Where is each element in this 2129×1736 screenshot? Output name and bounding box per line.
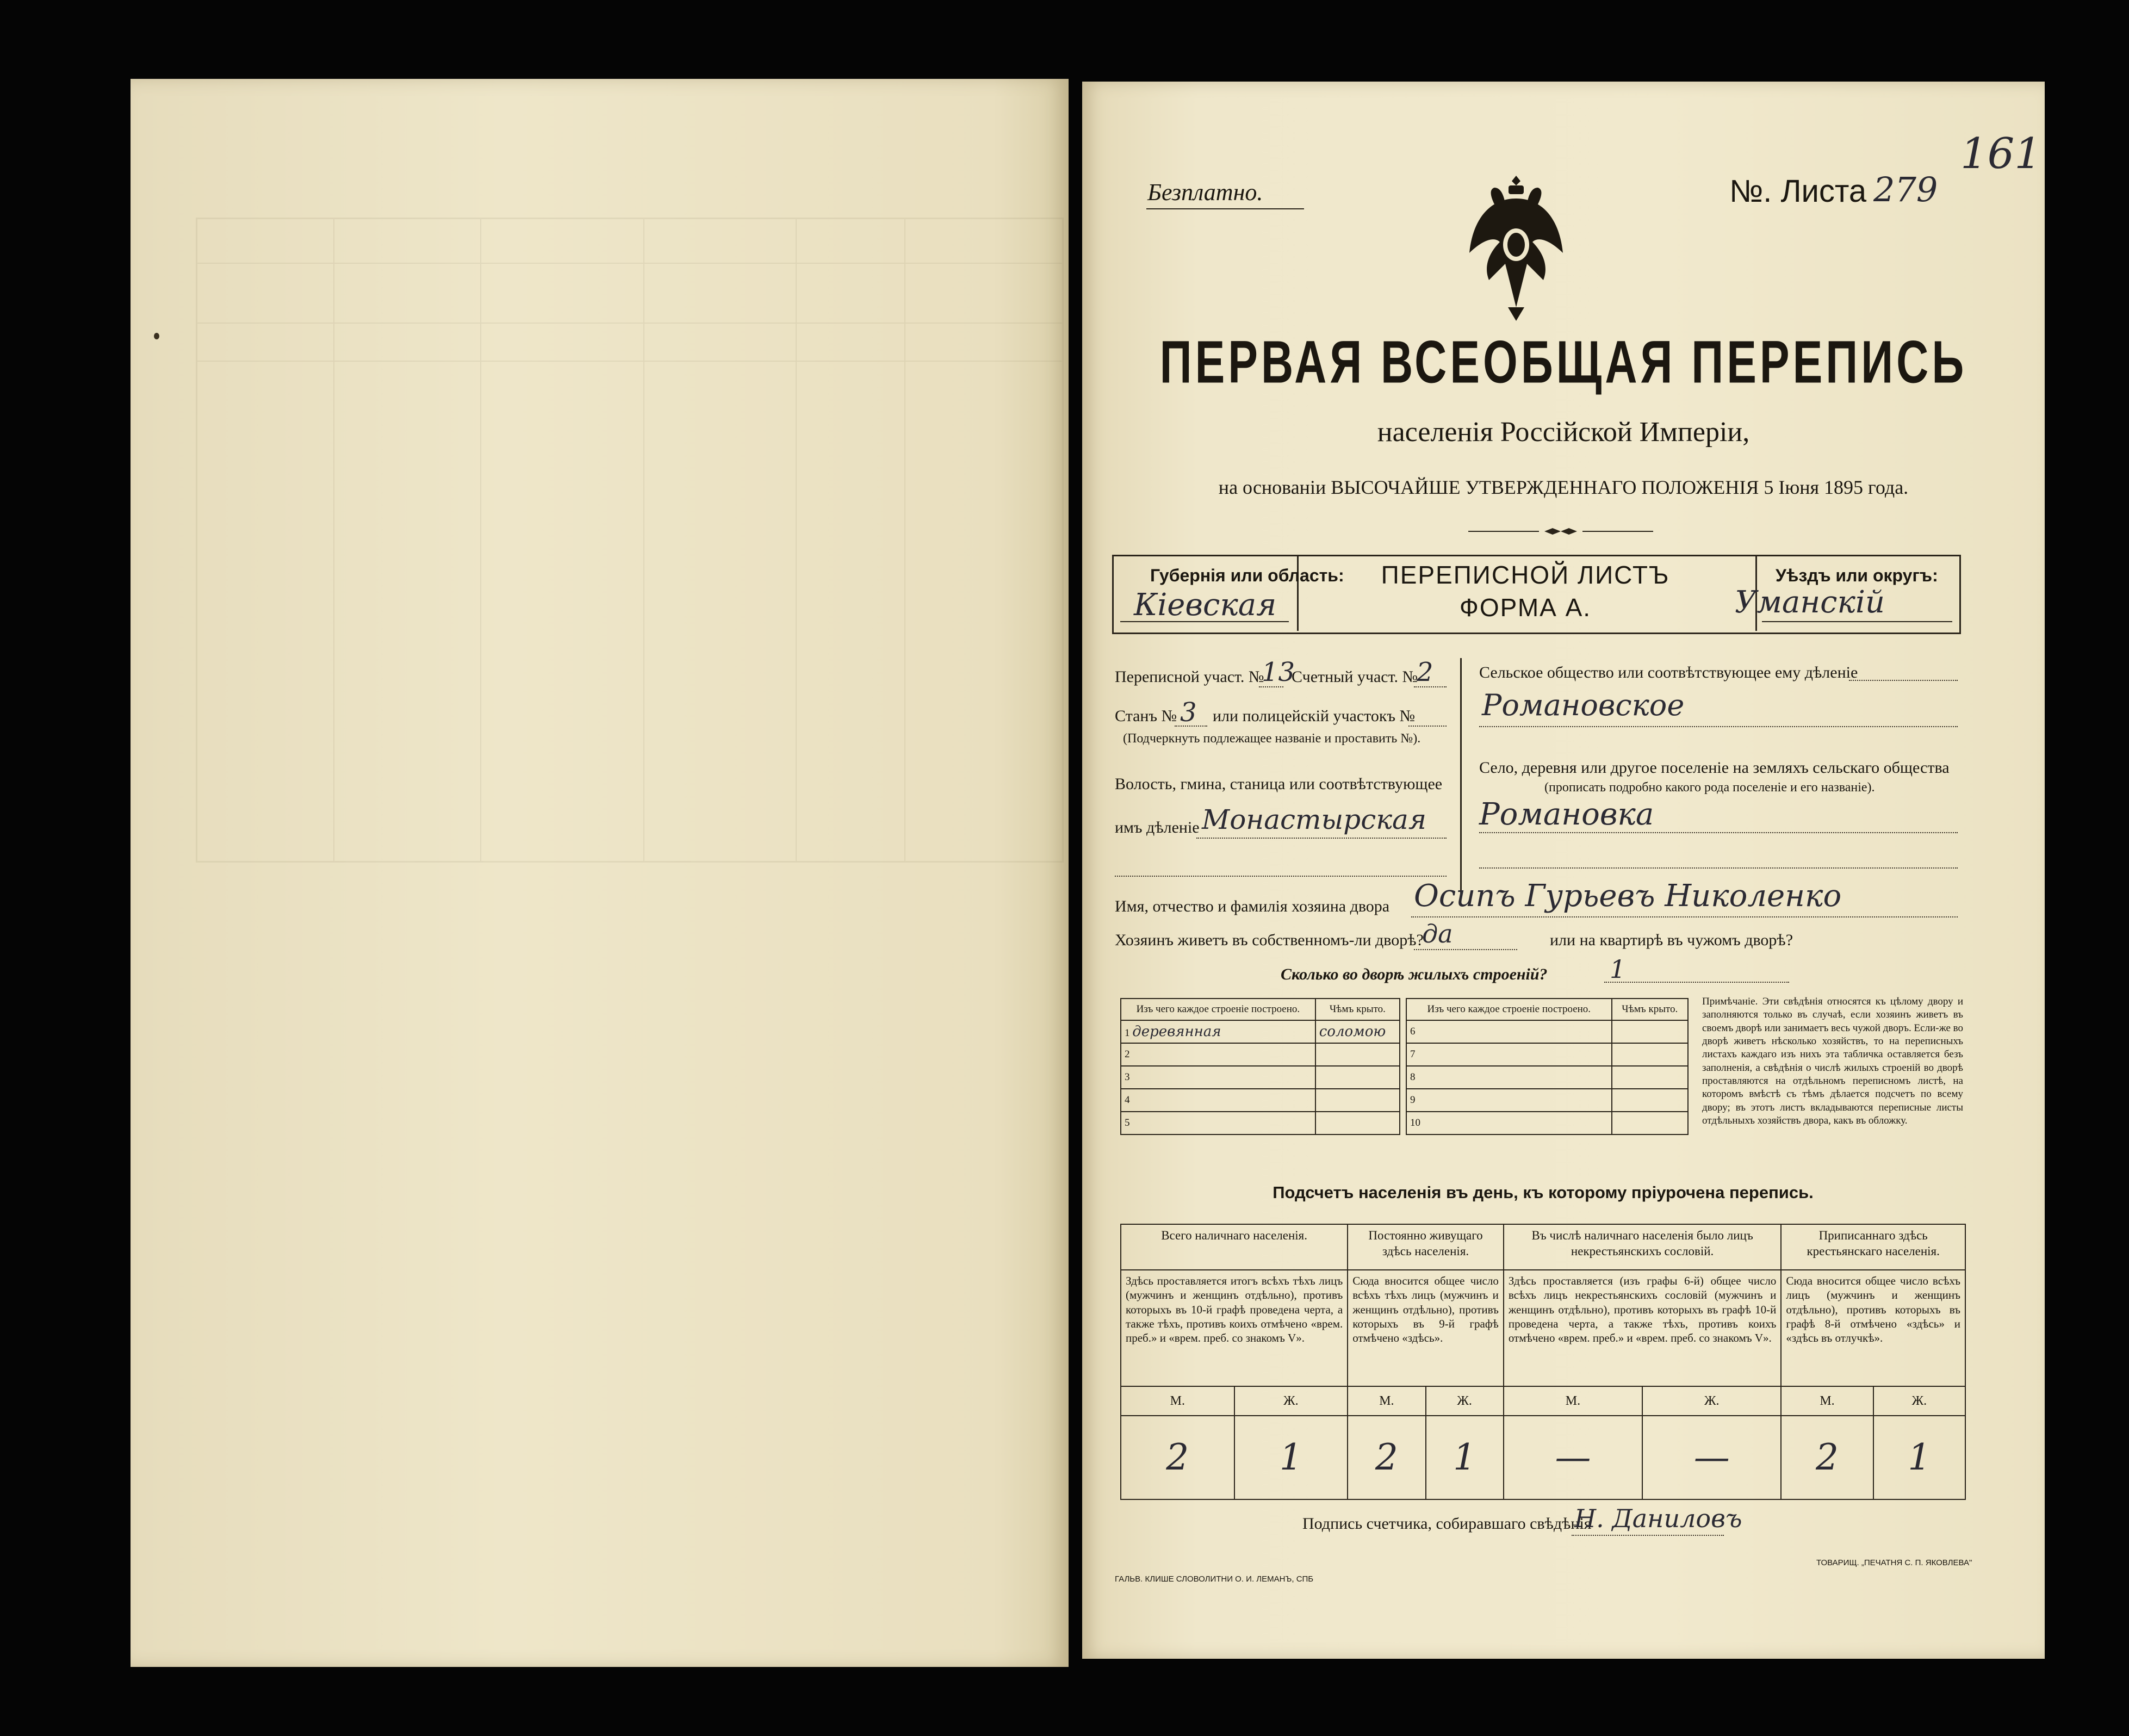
count-heading: Подсчетъ населенія въ день, къ которому пріурочена перепись. xyxy=(1273,1183,1814,1202)
building-roof: соломою xyxy=(1315,1020,1400,1043)
society-label: Сельское общество или соотвѣтствующее ему дѣленіе xyxy=(1479,664,1858,681)
stan-label: Станъ № xyxy=(1115,707,1177,725)
male-count: 2 xyxy=(1121,1416,1234,1499)
form-title: ПЕРВАЯ ВСЕОБЩАЯ ПЕРЕПИСЬ xyxy=(1159,328,1967,396)
male-header: М. xyxy=(1121,1386,1234,1416)
gubernia-label: Губернія или область: xyxy=(1150,566,1344,585)
free-underline xyxy=(1146,208,1304,209)
village-note: (прописать подробно какого рода поселеніе и его названіе). xyxy=(1544,780,1875,795)
owner-value: Осипъ Гурьевъ Николенко xyxy=(1414,878,1842,914)
building-row xyxy=(1121,1020,1315,1043)
building-row: 10 xyxy=(1406,1112,1612,1134)
building-roof xyxy=(1612,1020,1688,1043)
underline-note: (Подчеркнуть подлежащее названіе и проставить №). xyxy=(1123,731,1421,746)
police-district-label: или полицейскій участокъ № xyxy=(1213,707,1416,725)
row-number: 1 xyxy=(1125,1027,1130,1039)
population-count-table xyxy=(1120,1224,1966,1500)
signature-value: Н. Даниловъ xyxy=(1574,1504,1742,1533)
female-count: — xyxy=(1642,1416,1781,1499)
building-roof xyxy=(1315,1089,1400,1112)
society-value: Романовское xyxy=(1482,688,1685,722)
building-roof xyxy=(1612,1066,1688,1089)
sheet-number-value: 279 xyxy=(1873,170,1938,209)
male-header: М. xyxy=(1781,1386,1873,1416)
rented-label: или на квартирѣ въ чужомъ дворѣ? xyxy=(1550,931,1793,949)
counting-district-label: Счетный участ. № xyxy=(1292,668,1418,686)
printer-right: ТОВАРИЩ. „ПЕЧАТНЯ С. П. ЯКОВЛЕВА" xyxy=(1816,1558,1972,1567)
volost-value: Монастырская xyxy=(1202,804,1426,835)
count-col-title: Въ числѣ наличнаго населенія было лицъ некрестьянскихъ сословій. xyxy=(1504,1224,1782,1270)
female-header: Ж. xyxy=(1873,1386,1965,1416)
male-header: М. xyxy=(1504,1386,1642,1416)
buildings-table-right xyxy=(1406,998,1689,1135)
buildings-question: Сколько во дворѣ жилыхъ строеній? xyxy=(1281,965,1548,983)
male-count: 2 xyxy=(1781,1416,1873,1499)
building-row: 7 xyxy=(1406,1043,1612,1066)
society-line-2 xyxy=(1479,726,1958,727)
sheet-form: ФОРМА А. xyxy=(1459,593,1592,622)
building-row: 3 xyxy=(1121,1066,1315,1089)
stan-value: 3 xyxy=(1180,697,1197,728)
village-line-2 xyxy=(1479,867,1958,869)
female-header: Ж. xyxy=(1426,1386,1504,1416)
sheet-number-label: №. Листа xyxy=(1729,173,1867,209)
punch-hole xyxy=(154,333,159,339)
count-col-description: Сюда вносится общее число всѣхъ тѣхъ лицъ (мужчинъ и женщинъ отдѣльно), противъ которыхъ въ 9-й графѣ отмѣчено «здѣсь». xyxy=(1348,1270,1504,1386)
ornament-divider xyxy=(1468,528,1653,535)
volost-label-line1: Волость, гмина, станица или соотвѣтствующее xyxy=(1115,775,1443,793)
village-value: Романовка xyxy=(1479,797,1654,832)
fields-divider xyxy=(1460,658,1462,897)
uezd-label: Уѣздъ или округъ: xyxy=(1776,566,1938,585)
building-row: 9 xyxy=(1406,1089,1612,1112)
counting-district-value: 2 xyxy=(1417,657,1433,687)
building-roof xyxy=(1612,1112,1688,1134)
owner-label: Имя, отчество и фамилія хозяина двора xyxy=(1115,897,1390,915)
female-count: 1 xyxy=(1873,1416,1965,1499)
buildings-count-line xyxy=(1604,982,1789,983)
male-count: — xyxy=(1504,1416,1642,1499)
census-district-line xyxy=(1259,686,1283,687)
stan-line xyxy=(1175,726,1207,727)
volost-label-line2: имъ дѣленіе xyxy=(1115,819,1200,836)
police-line xyxy=(1408,726,1447,727)
col-roof-header: Чѣмъ крыто. xyxy=(1612,999,1688,1020)
building-roof xyxy=(1612,1089,1688,1112)
free-label: Безплатно. xyxy=(1147,179,1263,206)
female-header: Ж. xyxy=(1234,1386,1348,1416)
building-row: 6 xyxy=(1406,1020,1612,1043)
count-col-title: Постоянно живущаго здѣсь населенія. xyxy=(1348,1224,1504,1270)
counting-district-line xyxy=(1414,686,1447,687)
volost-line xyxy=(1196,838,1447,839)
buildings-note: Примѣчаніе. Эти свѣдѣнія относятся къ цѣлому двору и заполняются только въ случаѣ, если хозяинъ живетъ въ своемъ дворѣ или занимаетъ весь чужой дворъ. Если-же во дворѣ живетъ нѣсколько хозяйствъ, то на переписныхъ листахъ каждаго изъ нихъ эта табличка оставляется безъ заполненія, а свѣдѣнія о числѣ жилыхъ строеній во дворѣ проставляются на отдѣльномъ переписномъ листѣ, на которомъ вмѣстѣ съ тѣмъ дѣлается подсчетъ по всему двору; въ этотъ листъ вкладываются переписные листы отдѣльныхъ хозяйствъ двора, какъ въ обложку. xyxy=(1702,996,1963,1126)
col-roof-header: Чѣмъ крыто. xyxy=(1315,999,1400,1020)
col-material-header: Изъ чего каждое строеніе построено. xyxy=(1121,999,1315,1020)
own-yard-line xyxy=(1414,949,1517,950)
count-col-title: Всего наличнаго населенія. xyxy=(1121,1224,1348,1270)
building-roof xyxy=(1315,1112,1400,1134)
female-count: 1 xyxy=(1234,1416,1348,1499)
male-header: М. xyxy=(1348,1386,1425,1416)
village-label: Село, деревня или другое поселеніе на земляхъ сельскаго общества xyxy=(1479,759,1950,777)
signature-line xyxy=(1572,1535,1724,1536)
col-material-header: Изъ чего каждое строеніе построено. xyxy=(1406,999,1612,1020)
bleed-through-ghost xyxy=(196,218,1064,863)
society-line-1 xyxy=(1849,680,1958,681)
female-header: Ж. xyxy=(1642,1386,1781,1416)
count-col-description: Сюда вносится общее число всѣхъ лицъ (мужчинъ и женщинъ отдѣльно), противъ которыхъ въ графѣ 8-й отмѣчено «здѣсь» и «здѣсь въ отлучкѣ». xyxy=(1781,1270,1965,1386)
building-row: 8 xyxy=(1406,1066,1612,1089)
printer-left: ГАЛЬВ. КЛИШЕ СЛОВОЛИТНИ О. И. ЛЕМАНЪ, СПБ xyxy=(1115,1574,1314,1584)
uezd-value: Уманскій xyxy=(1735,585,1885,620)
buildings-table-left xyxy=(1120,998,1400,1135)
own-yard-value: да xyxy=(1422,919,1453,948)
village-line-1 xyxy=(1479,832,1958,833)
corner-number: 161 xyxy=(1960,129,2041,178)
count-col-title: Приписаннаго здѣсь крестьянскаго населенія. xyxy=(1781,1224,1965,1270)
imperial-eagle-emblem xyxy=(1467,171,1565,324)
building-material: деревянная xyxy=(1132,1024,1221,1040)
volost-extra-line xyxy=(1115,876,1447,877)
buildings-count: 1 xyxy=(1610,954,1626,984)
uezd-line xyxy=(1762,621,1952,622)
own-yard-label: Хозяинъ живетъ въ собственномъ-ли дворѣ? xyxy=(1115,931,1424,949)
male-count: 2 xyxy=(1348,1416,1425,1499)
building-row: 4 xyxy=(1121,1089,1315,1112)
count-col-description: Здѣсь проставляется (изъ графы 6-й) общее число всѣхъ лицъ некрестьянскихъ сословій (мужчинъ и женщинъ отдѣльно), противъ которыхъ въ графѣ 10-й проведена черта, а также тѣхъ, противъ коихъ отмѣчено «врем. преб.» и «врем. преб. со знакомъ V». xyxy=(1504,1270,1782,1386)
building-row: 5 xyxy=(1121,1112,1315,1134)
signature-label: Подпись счетчика, собиравшаго свѣдѣнія xyxy=(1302,1515,1592,1533)
census-district-value: 13 xyxy=(1262,657,1295,687)
sheet-title: ПЕРЕПИСНОЙ ЛИСТЪ xyxy=(1381,561,1670,589)
census-district-label: Переписной участ. № xyxy=(1115,668,1264,686)
owner-line xyxy=(1411,916,1958,917)
form-subtitle: населенія Россійской Имперіи, xyxy=(1377,417,1750,448)
count-col-description: Здѣсь проставляется итогъ всѣхъ тѣхъ лицъ (мужчинъ и женщинъ отдѣльно), противъ которыхъ въ 10-й графѣ проведена черта, а также тѣхъ, противъ коихъ отмѣчено «врем. преб.» и «врем. преб. со знакомъ V». xyxy=(1121,1270,1348,1386)
building-roof xyxy=(1612,1043,1688,1066)
gubernia-value: Кіевская xyxy=(1134,587,1277,623)
building-roof xyxy=(1315,1043,1400,1066)
female-count: 1 xyxy=(1426,1416,1504,1499)
building-roof xyxy=(1315,1066,1400,1089)
building-row: 2 xyxy=(1121,1043,1315,1066)
legal-basis: на основаніи ВЫСОЧАЙШЕ УТВЕРЖДЕННАГО ПОЛОЖЕНІЯ 5 Іюня 1895 года. xyxy=(1218,476,1909,498)
gubernia-line xyxy=(1120,621,1289,622)
